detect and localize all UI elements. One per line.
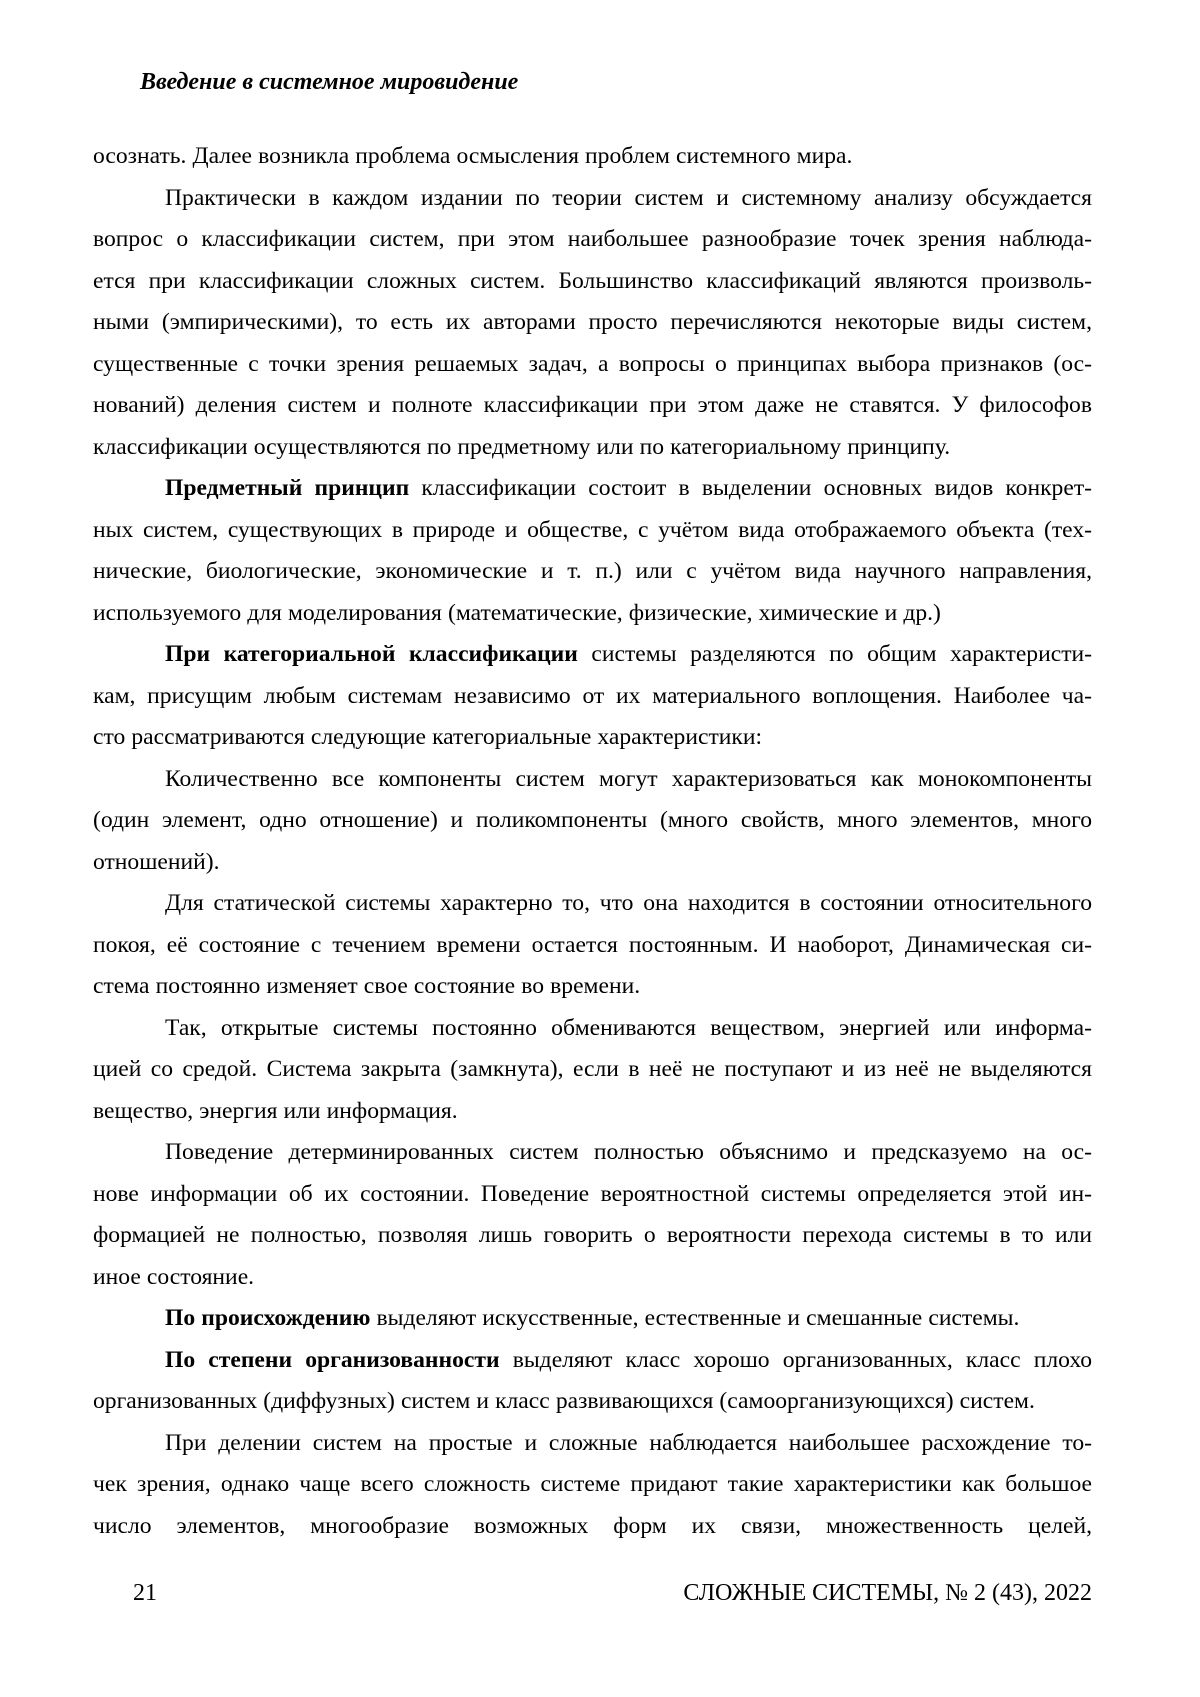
text-line: Предметный принцип классификации состоит в выделении основных видов конкрет- [165, 475, 1092, 501]
text-line: Практически в каждом издании по теории систем и системному анализу обсуждается [165, 184, 1092, 211]
text-line: (один элемент, одно отношение) и поликомпоненты (много свойств, много элементов, много [93, 807, 1092, 833]
text-line: нове информации об их состоянии. Поведение вероятностной системы определяется этой ин- [93, 1180, 1092, 1207]
bold-lead: По степени организованности [165, 1346, 500, 1373]
bold-lead: Предметный принцип [165, 475, 410, 501]
paragraph [93, 136, 1092, 178]
page-body [93, 136, 1092, 1547]
text-line: Для статической системы характерно то, что она находится в состоянии относительного [165, 890, 1092, 916]
paragraph [93, 1132, 1092, 1298]
text-line: ными (эмпирическими), то есть их авторами просто перечисляются некоторые виды систем, [93, 309, 1092, 335]
journal-reference: СЛОЖНЫЕ СИСТЕМЫ, № 2 (43), 2022 [683, 1580, 1092, 1606]
text-line: стема постоянно изменяет свое состояние во времени. [93, 973, 641, 999]
paragraph [93, 1298, 1092, 1340]
text-line: При делении систем на простые и сложные наблюдается наибольшее расхождение то- [165, 1429, 1092, 1456]
text-line: нований) деления систем и полноте классификации при этом даже не ставятся. У философов [93, 392, 1092, 418]
text-line: организованных (диффузных) систем и класс развивающихся (самоорганизующихся) систем. [93, 1388, 1035, 1414]
text-line: Так, открытые системы постоянно обмениваются веществом, энергией или информа- [165, 1014, 1092, 1041]
text-line: нические, биологические, экономические и т. п.) или с учётом вида научного направления, [93, 558, 1092, 584]
text-line: покоя, её состояние с течением времени остается постоянным. И наоборот, Динамическая си- [93, 931, 1092, 958]
paragraph [93, 1340, 1092, 1423]
text-line: Поведение детерминированных систем полностью объяснимо и предсказуемо на ос- [165, 1139, 1092, 1165]
paragraph [93, 178, 1092, 469]
bold-lead: При категориальной классификации [165, 641, 578, 667]
text-line: отношений). [93, 848, 220, 875]
running-header: Введение в системное мировидение [140, 69, 519, 95]
text-line: Количественно все компоненты систем могут характеризоваться как монокомпоненты [165, 765, 1092, 792]
text-line: кам, присущим любым системам независимо от их материального воплощения. Наиболее ча- [93, 682, 1092, 709]
text-line: существенные с точки зрения решаемых задач, а вопросы о принципах выбора признаков (ос- [93, 350, 1092, 377]
text-line: сто рассматриваются следующие категориальные характеристики: [93, 724, 763, 750]
page-number: 21 [133, 1580, 157, 1606]
text-line: ется при классификации сложных систем. Большинство классификаций являются произволь- [93, 267, 1092, 294]
paragraph [93, 1423, 1092, 1548]
bold-lead: По происхождению [165, 1305, 371, 1331]
text-line: цией со средой. Система закрыта (замкнута), если в неё не поступают и из неё не выделяются [93, 1056, 1092, 1082]
text-line: По происхождению выделяют искусственные, естественные и смешанные системы. [165, 1305, 1020, 1331]
text-line: используемого для моделирования (математические, физические, химические и др.) [93, 599, 941, 626]
text-line: По степени организованности выделяют класс хорошо организованных, класс плохо [165, 1346, 1093, 1373]
page-footer [93, 1578, 1092, 1608]
text-line: иное состояние. [93, 1263, 255, 1290]
text-line: формацией не полностью, позволяя лишь говорить о вероятности перехода системы в то или [93, 1222, 1092, 1248]
text-line: вопрос о классификации систем, при этом наибольшее разнообразие точек зрения наблюда- [93, 226, 1092, 252]
text-line: чек зрения, однако чаще всего сложность системе придают такие характеристики как большое [93, 1471, 1092, 1497]
paragraph [93, 883, 1092, 1008]
paragraph [93, 634, 1092, 759]
text-line: осознать. Далее возникла проблема осмысления проблем системного мира. [93, 143, 853, 169]
paragraph [93, 468, 1092, 634]
paragraph [93, 1008, 1092, 1133]
text-line: При категориальной классификации системы разделяются по общим характеристи- [165, 641, 1092, 667]
paragraph [93, 759, 1092, 884]
text-line: классификации осуществляются по предметному или по категориальному принципу. [93, 433, 951, 460]
text-line: вещество, энергия или информация. [93, 1097, 458, 1124]
text-line: число элементов, многообразие возможных форм их связи, множественность целей, [93, 1512, 1092, 1539]
text-line: ных систем, существующих в природе и обществе, с учётом вида отображаемого объекта (тех- [93, 516, 1092, 543]
